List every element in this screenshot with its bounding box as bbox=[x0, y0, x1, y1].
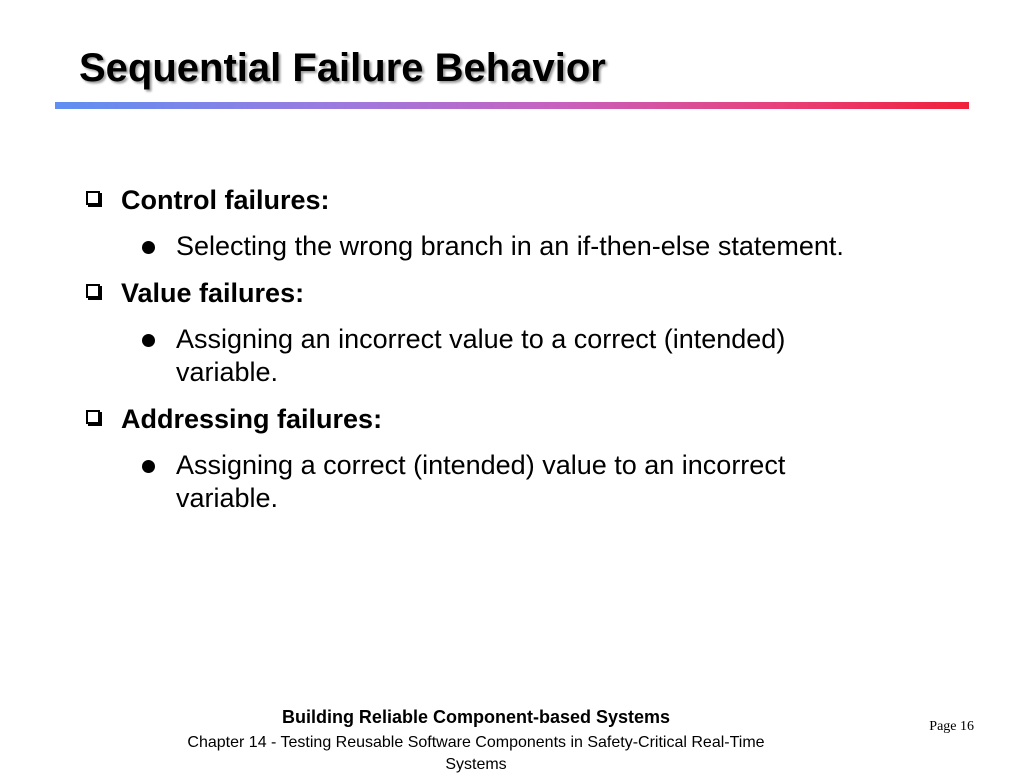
title-underline-rule bbox=[55, 102, 969, 109]
section-heading-value-failures bbox=[84, 275, 964, 311]
bullet-text: Assigning a correct (intended) value to an incorrect variable. bbox=[176, 450, 786, 513]
section-heading-text: Value failures: bbox=[121, 278, 305, 308]
bullet-text: Selecting the wrong branch in an if-then-else statement. bbox=[176, 231, 844, 261]
slide-title: Sequential Failure Behavior bbox=[79, 46, 606, 90]
round-bullet-icon bbox=[142, 241, 155, 254]
section-heading-text: Addressing failures: bbox=[121, 404, 383, 434]
round-bullet-icon bbox=[142, 334, 155, 347]
section-heading-addressing-failures bbox=[84, 401, 964, 437]
checkbox-bullet-icon bbox=[86, 284, 100, 298]
footer-chapter-title: Chapter 14 - Testing Reusable Software Components in Safety-Critical Real-Time Systems bbox=[187, 734, 765, 773]
slide-body bbox=[84, 182, 964, 527]
bullet-item bbox=[176, 323, 876, 389]
bullet-item bbox=[176, 449, 876, 515]
round-bullet-icon bbox=[142, 460, 155, 473]
checkbox-bullet-icon bbox=[86, 410, 100, 424]
checkbox-bullet-icon bbox=[86, 191, 100, 205]
page-number: Page 16 bbox=[929, 719, 974, 734]
bullet-item bbox=[176, 230, 876, 263]
section-heading-text: Control failures: bbox=[121, 185, 330, 215]
bullet-text: Assigning an incorrect value to a correct (intended) variable. bbox=[176, 324, 786, 387]
footer-book-title: Building Reliable Component-based Systems bbox=[281, 707, 671, 727]
section-heading-control-failures bbox=[84, 182, 964, 218]
